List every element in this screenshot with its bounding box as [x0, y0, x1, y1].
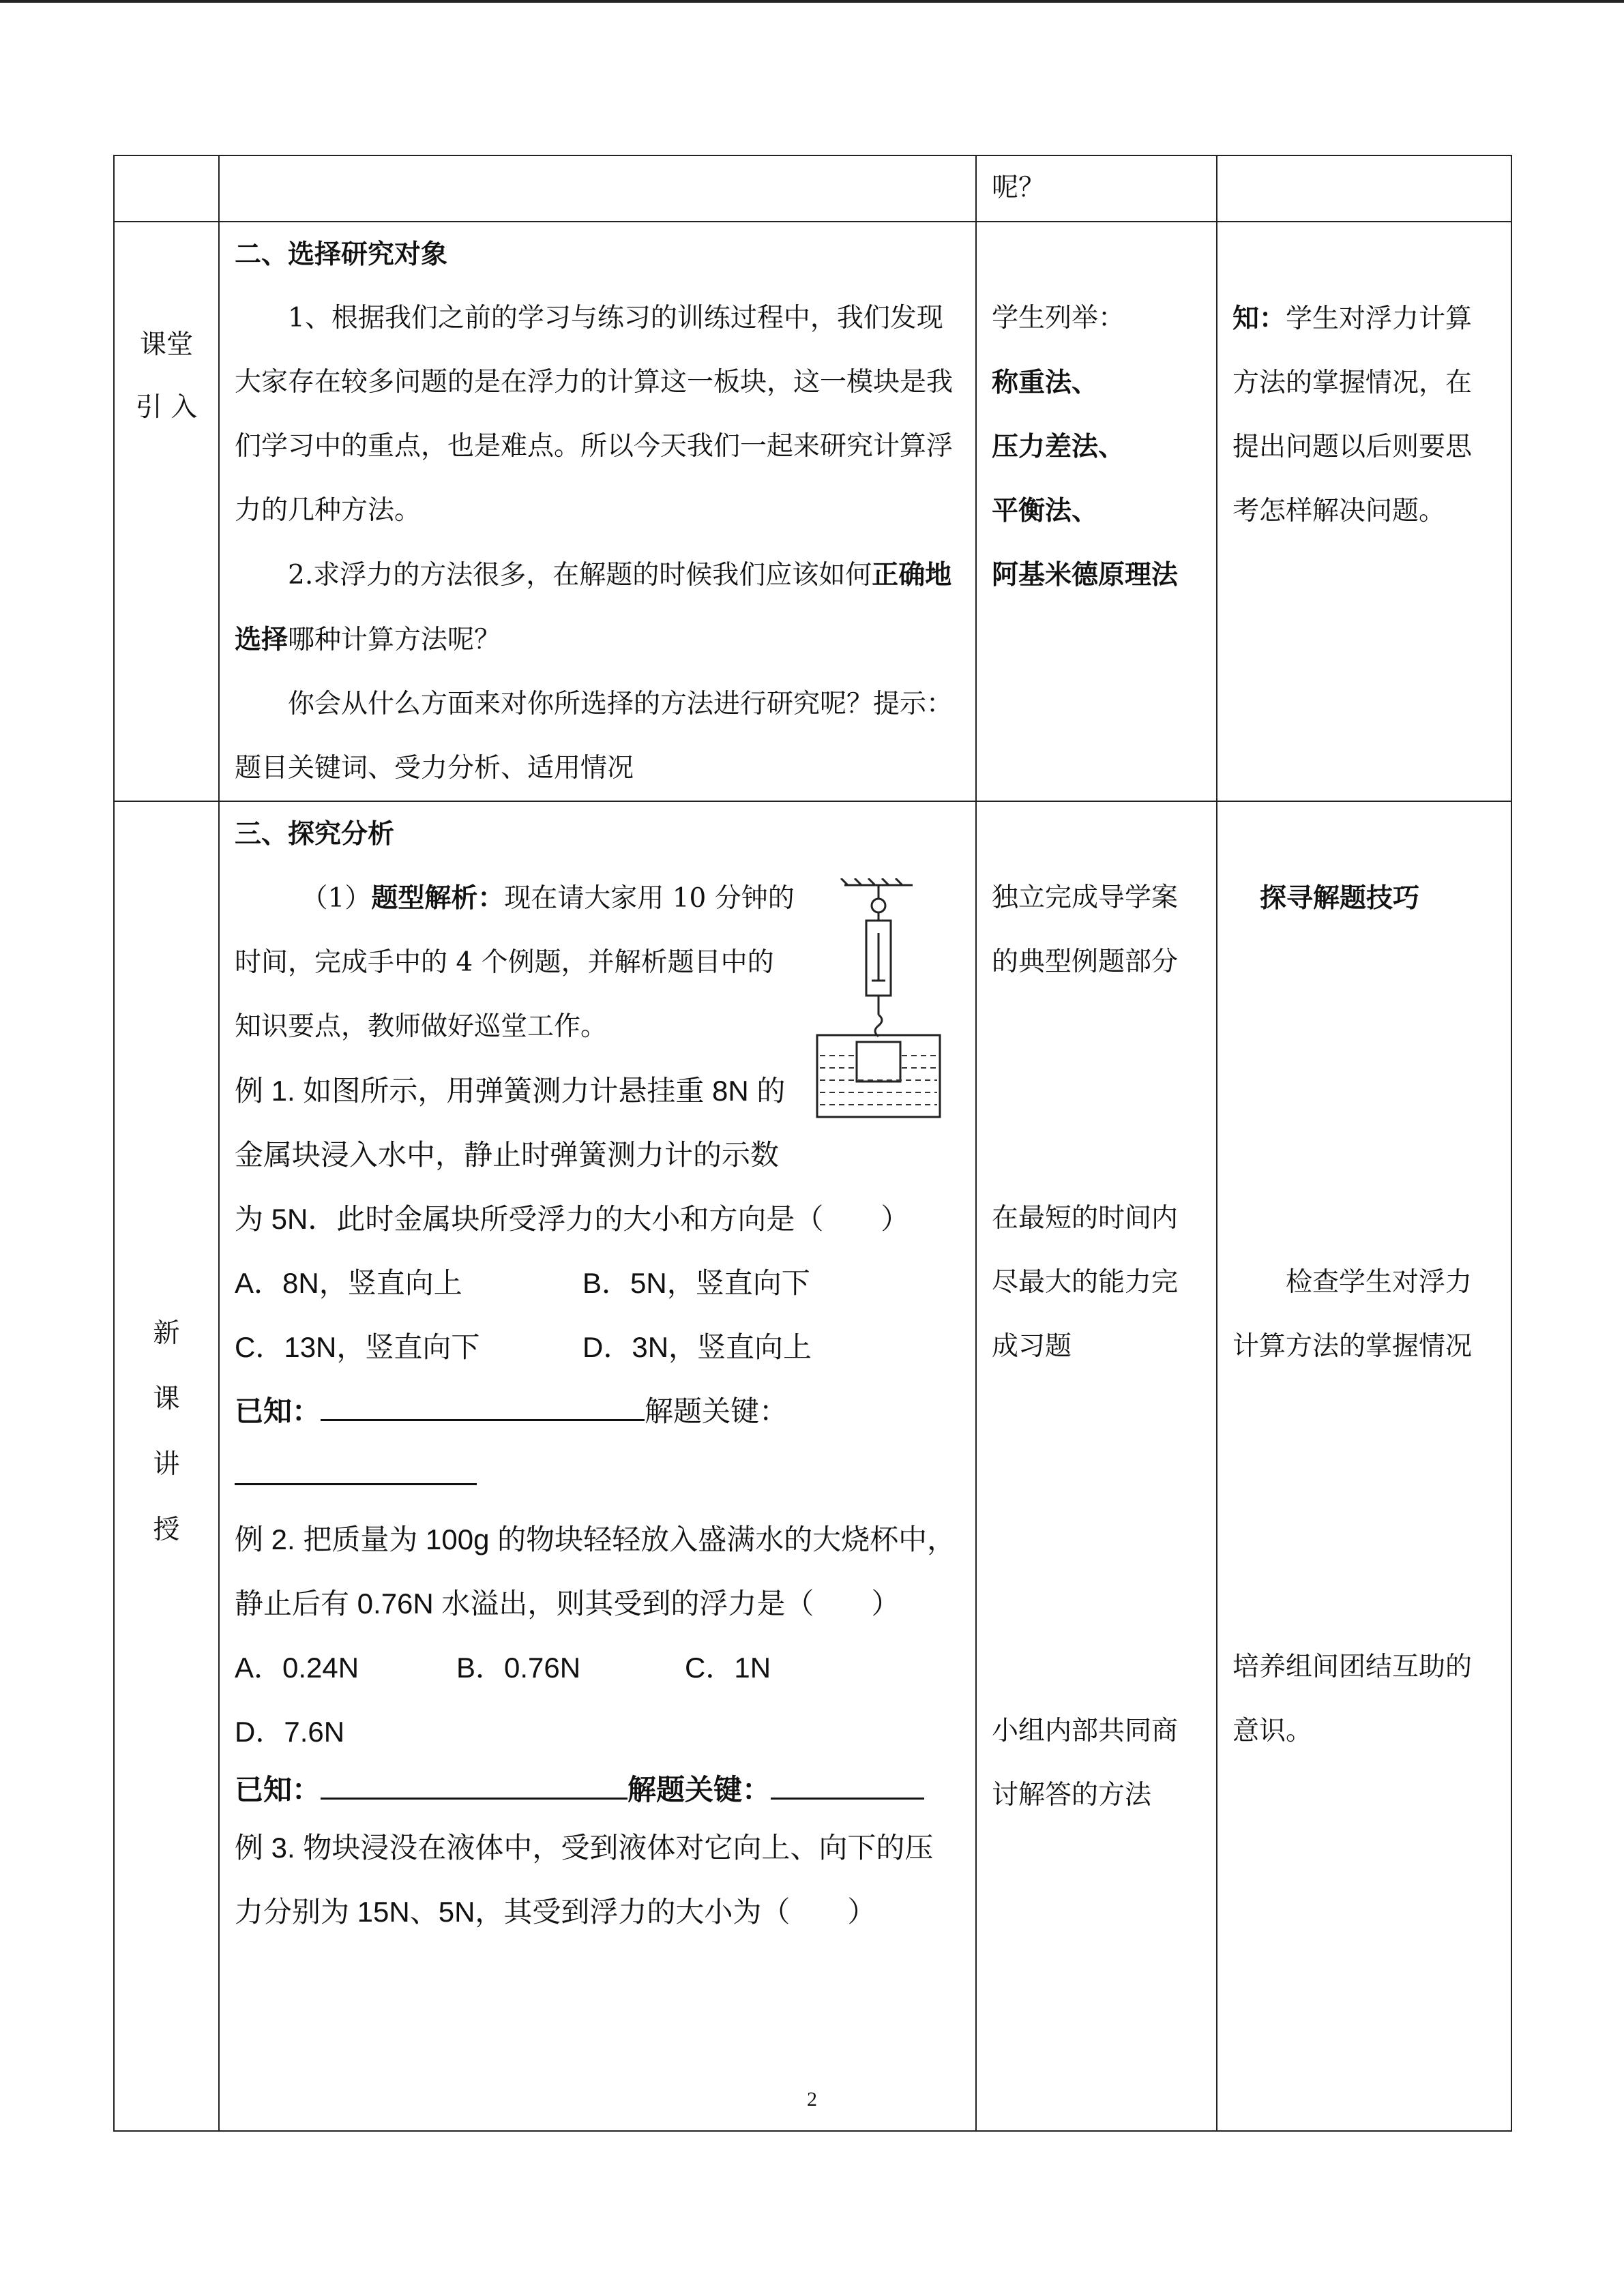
ex2-key-label: 解题关键： [628, 1774, 771, 1806]
student-activity-1: 独立完成导学案的典型例题部分 [992, 882, 1179, 977]
ex1-option-c: C．13N，竖直向下 [235, 1331, 480, 1363]
intro-label-line1: 课堂 [139, 329, 193, 360]
lesson-plan-table [113, 155, 1512, 2132]
example-1-options-row2 [235, 1315, 960, 1380]
example-2-option-d-line [235, 1700, 960, 1764]
ex2-option-d: D．7.6N [235, 1716, 345, 1748]
method-balance: 平衡法、 [992, 495, 1099, 526]
example-1-options-row1 [235, 1251, 960, 1315]
intro-goal [1217, 222, 1511, 801]
ex1-key-label: 解题关键： [645, 1395, 788, 1427]
ex2-key-blank[interactable] [771, 1770, 924, 1800]
student-cell-continued [976, 155, 1217, 222]
goal-cell-empty [1217, 155, 1511, 222]
p2-text-a: 2.求浮力的方法很多，在解题的时候我们应该如何 [288, 560, 872, 591]
task-intro-bold: 题型解析： [371, 882, 505, 914]
intro-row [114, 222, 1511, 801]
intro-paragraph-2 [235, 543, 960, 672]
p2-bold: 正确地选择 [235, 559, 952, 655]
goal-text: 学生对浮力计算方法的掌握情况，在提出问题以后则要思考怎样解决问题。 [1232, 303, 1473, 526]
new-label-1: 新 [153, 1318, 180, 1349]
method-archimedes: 阿基米德原理法 [992, 559, 1179, 591]
intro-label [114, 222, 219, 801]
new-label-4: 授 [153, 1515, 180, 1545]
analysis-heading: 三、探究分析 [235, 818, 395, 850]
ex1-option-d: D．3N，竖直向上 [582, 1331, 812, 1363]
ex2-known-label: 已知： [235, 1774, 321, 1806]
intro-content [219, 222, 976, 801]
new-label-2: 课 [153, 1384, 180, 1414]
intro-paragraph-1: 1、根据我们之前的学习与练习的训练过程中，我们发现大家存在较多问题的是在浮力的计算这一板块，这一模块是我们学习中的重点，也是难点。所以今天我们一起来研究计算浮力的几种方法。 [235, 303, 954, 526]
p2-text-b: 哪种计算方法呢？ [288, 625, 501, 655]
example-1-question: 例 1. 如图所示，用弹簧测力计悬挂重 8N 的金属块浸入水中，静止时弹簧测力计的示数为 5N．此时金属块所受浮力的大小和方向是（ ） [235, 1075, 910, 1235]
new-label-3: 讲 [153, 1449, 180, 1480]
continuation-row [114, 155, 1511, 222]
new-lesson-row [114, 801, 1511, 2131]
method-weighing: 称重法、 [992, 367, 1099, 398]
label-cell-empty [114, 155, 219, 222]
student-activity-2: 在最短的时间内尽最大的能力完成习题 [992, 1203, 1179, 1362]
task-intro-num: （1） [301, 883, 372, 914]
example-2-known-line [235, 1764, 960, 1816]
student-list-intro: 学生列举： [992, 303, 1125, 333]
ex2-option-b: B．0.76N [456, 1652, 581, 1684]
goal-check: 检查学生对浮力计算方法的掌握情况 [1232, 1267, 1473, 1362]
goal-technique: 探寻解题技巧 [1260, 882, 1420, 914]
page-number: 2 [807, 2088, 817, 2111]
content-cell-empty [219, 155, 976, 222]
method-pressure-difference: 压力差法、 [992, 431, 1125, 462]
intro-paragraph-3: 你会从什么方面来对你所选择的方法进行研究呢？提示：题目关键词、受力分析、适用情况 [235, 689, 954, 784]
ex1-known-label: 已知： [235, 1395, 321, 1427]
spring-scale-figure [810, 878, 947, 1124]
new-lesson-goal [1217, 801, 1511, 2131]
new-lesson-label [114, 801, 219, 2131]
intro-student [976, 222, 1217, 801]
ex2-option-c: C．1N [685, 1652, 771, 1684]
example-1-known-line [235, 1380, 960, 1444]
student-activity-3: 小组内部共同商讨解答的方法 [992, 1716, 1179, 1810]
ex2-option-a: A．0.24N [235, 1652, 359, 1684]
example-2-question: 例 2. 把质量为 100g 的物块轻轻放入盛满水的大烧杯中，静止后有 0.76N 水溢出，则其受到的浮力是（ ） [235, 1523, 956, 1620]
ex1-key-blank[interactable] [235, 1456, 477, 1485]
ex1-known-blank[interactable] [321, 1392, 645, 1421]
ex1-option-a: A．8N，竖直向上 [235, 1267, 462, 1299]
task-intro-text: 现在请大家用 10 分钟的时间，完成手中的 4 个例题，并解析题目中的知识要点，教师做好巡堂工作。 [235, 883, 795, 1042]
ex2-known-blank[interactable] [321, 1770, 628, 1800]
example-3-question: 例 3. 物块浸没在液体中，受到液体对它向上、向下的压力分别为 15N、5N，其受到浮力的大小为（ ） [235, 1832, 934, 1928]
goal-cooperation: 培养组间团结互助的意识。 [1232, 1652, 1473, 1746]
intro-label-line2: 引 入 [135, 392, 198, 423]
ex1-option-b: B．5N，竖直向下 [582, 1267, 810, 1299]
continued-text: 呢？ [992, 173, 1046, 203]
intro-goal-text [1232, 286, 1496, 543]
intro-heading: 二、选择研究对象 [235, 239, 448, 270]
top-border-line [0, 0, 1624, 3]
new-lesson-student [976, 801, 1217, 2131]
example-1-key-line [235, 1444, 960, 1508]
goal-label: 知： [1232, 303, 1286, 334]
example-2-options [235, 1636, 960, 1700]
new-lesson-content [219, 801, 976, 2131]
